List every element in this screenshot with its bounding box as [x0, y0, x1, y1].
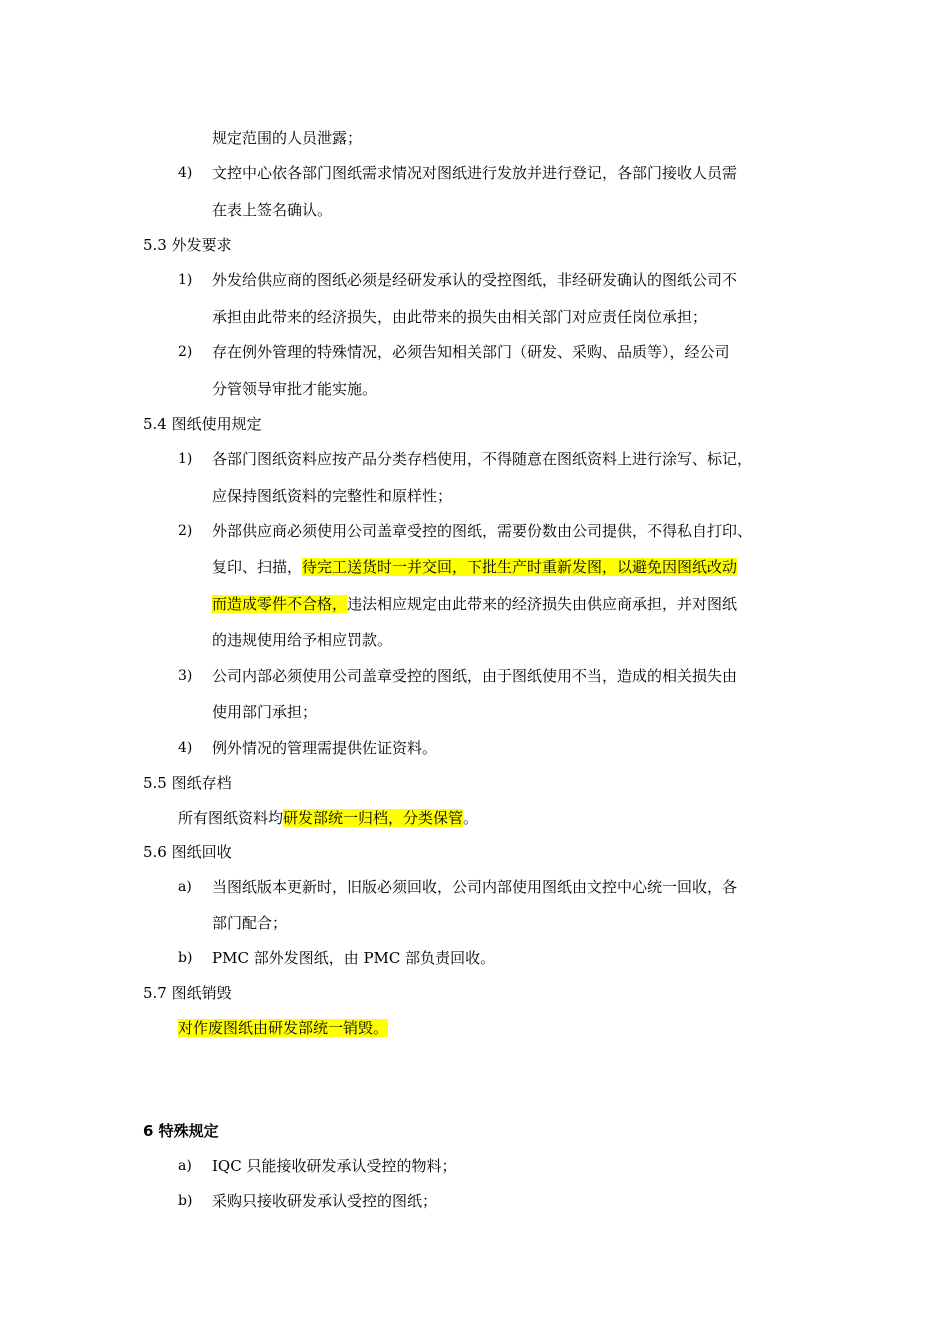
- list-marker: 4): [178, 740, 193, 756]
- list-marker: 1): [178, 272, 193, 288]
- list-item-text: 应保持图纸资料的完整性和原样性；: [212, 487, 453, 505]
- paragraph: [178, 1018, 388, 1038]
- continued-text: 规定范围的人员泄露；: [212, 129, 363, 147]
- section-heading-5-6: 5.6 图纸回收: [143, 843, 232, 861]
- plain-text: 所有图纸资料均: [178, 809, 284, 827]
- list-marker: 1): [178, 451, 193, 467]
- list-marker: a): [178, 879, 192, 895]
- section-heading-5-7: 5.7 图纸销毁: [143, 984, 232, 1002]
- list-item-text: PMC 部外发图纸，由 PMC 部负责回收。: [212, 949, 496, 967]
- list-item-text: 外部供应商必须使用公司盖章受控的图纸，需要份数由公司提供，不得私自打印、: [212, 522, 753, 540]
- list-item-text: 使用部门承担；: [212, 703, 318, 721]
- list-marker: b): [178, 1193, 193, 1209]
- list-marker: 3): [178, 668, 193, 684]
- plain-text: 违法相应规定由此带来的经济损失由供应商承担，并对图纸: [347, 595, 738, 613]
- highlighted-text: 研发部统一归档，分类保管: [283, 809, 464, 827]
- list-item-text: 例外情况的管理需提供佐证资料。: [212, 739, 438, 757]
- plain-text: 复印、扫描，: [212, 558, 303, 576]
- list-marker: 4): [178, 165, 193, 181]
- list-item-text: 各部门图纸资料应按产品分类存档使用，不得随意在图纸资料上进行涂写、标记，: [212, 450, 753, 468]
- list-item-text: 分管领导审批才能实施。: [212, 380, 378, 398]
- section-heading-5-5: 5.5 图纸存档: [143, 774, 232, 792]
- list-item-text: 承担由此带来的经济损失，由此带来的损失由相关部门对应责任岗位承担；: [212, 308, 708, 326]
- list-item-text: [212, 557, 737, 577]
- list-item-text: IQC 只能接收研发承认受控的物料；: [212, 1157, 457, 1175]
- list-marker: a): [178, 1158, 192, 1174]
- list-item-text: 采购只接收研发承认受控的图纸；: [212, 1192, 438, 1210]
- list-item-text: 文控中心依各部门图纸需求情况对图纸进行发放并进行登记，各部门接收人员需: [212, 164, 738, 182]
- list-item-text: 公司内部必须使用公司盖章受控的图纸，由于图纸使用不当，造成的相关损失由: [212, 667, 738, 685]
- highlighted-text: 待完工送货时一并交回，下批生产时重新发图，以避免因图纸改动: [302, 558, 738, 576]
- plain-text: 。: [463, 809, 479, 827]
- list-marker: 2): [178, 523, 193, 539]
- list-item-text: 存在例外管理的特殊情况，必须告知相关部门（研发、采购、品质等），经公司: [212, 343, 730, 361]
- list-marker: 2): [178, 344, 193, 360]
- paragraph: [178, 808, 478, 828]
- list-item-text: 部门配合；: [212, 914, 288, 932]
- list-item-text: 外发给供应商的图纸必须是经研发承认的受控图纸，非经研发确认的图纸公司不: [212, 271, 738, 289]
- highlighted-text: 而造成零件不合格，: [212, 595, 348, 613]
- list-item-text: 在表上签名确认。: [212, 201, 333, 219]
- section-heading-5-3: 5.3 外发要求: [143, 236, 232, 254]
- section-heading-5-4: 5.4 图纸使用规定: [143, 415, 262, 433]
- list-item-text: 的违规使用给予相应罚款。: [212, 631, 393, 649]
- list-item-text: [212, 594, 737, 614]
- section-heading-6: 6 特殊规定: [143, 1122, 219, 1140]
- list-marker: b): [178, 950, 193, 966]
- list-item-text: 当图纸版本更新时，旧版必须回收，公司内部使用图纸由文控中心统一回收，各: [212, 878, 738, 896]
- highlighted-text: 对作废图纸由研发部统一销毁。: [178, 1019, 389, 1037]
